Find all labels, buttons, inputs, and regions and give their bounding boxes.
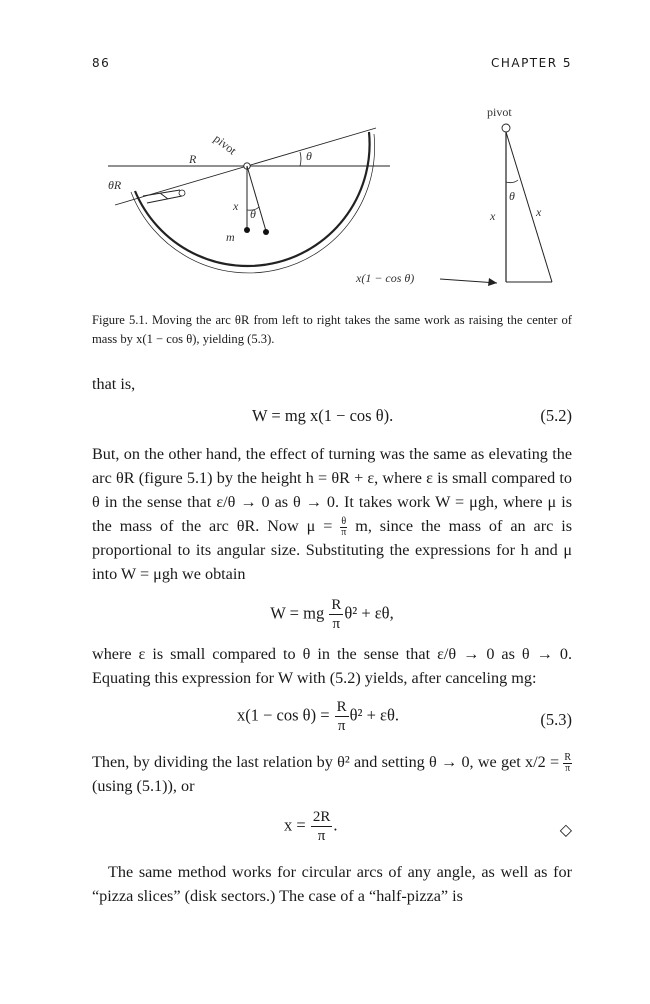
paragraph-turning [92, 442, 572, 586]
fraction-numerator: θ [341, 515, 347, 527]
label-theta-right: θ [509, 189, 515, 203]
equation-5-2 [92, 406, 572, 430]
equation-5-3-rhs: θ² + εθ. [349, 705, 400, 725]
equation-x [92, 806, 572, 856]
label-m: m [226, 230, 235, 244]
equation-x-rhs: . [333, 815, 338, 835]
equation-W-fraction [329, 596, 343, 633]
equation-x-lhs: x = [284, 815, 310, 835]
equation-W-lhs: W = mg [270, 603, 329, 623]
pivot-label-tilted: pivot [211, 131, 240, 158]
mass-dot [244, 227, 250, 233]
fraction-denominator: π [332, 616, 341, 632]
chapter-title: CHAPTER 5 [490, 56, 572, 70]
equation-5-3 [92, 696, 572, 744]
paragraph-then-text-b: (using (5.1)), or [92, 777, 195, 795]
angle-arc-top [300, 152, 301, 166]
equation-x-expression [92, 808, 572, 845]
triangle-hypotenuse [506, 132, 552, 282]
mass-dot-moved [263, 229, 269, 235]
fraction-denominator: π [565, 762, 571, 774]
equation-5-3-lhs: x(1 − cos θ) = [237, 705, 334, 725]
label-R: R [189, 152, 197, 166]
paragraph-then [92, 750, 572, 798]
figure-caption: Figure 5.1. Moving the arc θR from left to right takes the same work as raising the center of mass by x(1 − cos θ), yielding (5.3). [92, 313, 572, 346]
paragraph-then-text-a: Then, by dividing the last relation by θ² and setting θ → 0, we get x/2 = [92, 753, 564, 771]
angle-arc-right [506, 180, 518, 183]
label-x-right-a: x [490, 209, 496, 223]
paragraph-where: where ε is small compared to θ in the sense that ε/θ → 0 as θ → 0. Equating this expression for W with (5.2) yields, after canceling mg: [92, 645, 572, 687]
pivot-point-right [502, 124, 510, 132]
equation-W [92, 592, 572, 640]
fraction-denominator: π [337, 718, 346, 734]
page-number: 86 [92, 56, 111, 70]
paragraph-turning-text-b: m, since the mass of an arc is proportional to its angular size. Substituting the expressions for h and μ into W = μgh we obtain [92, 517, 572, 583]
figure-5-1 [0, 0, 650, 300]
paragraph-same-method: The same method works for circular arcs of any angle, as well as for “pizza slices” (disk sectors.) The case of a “half-pizza” is [92, 863, 572, 905]
equation-x-fraction [311, 808, 333, 845]
arc-thin [131, 134, 375, 273]
label-theta-mid: θ [250, 207, 256, 221]
paragraph-turning-text-a: But, on the other hand, the effect of turning was the same as elevating the arc θR (figure 5.1) by the height h = θR + ε, where ε is small compared to θ in the sense that ε/θ → 0 as θ → 0. It takes work W = μgh, where μ is the mass of the arc θR. Now μ = [92, 445, 572, 535]
fraction-denominator: π [341, 526, 347, 538]
equation-5-3-fraction [335, 698, 349, 735]
label-theta-R: θR [108, 178, 122, 192]
pivot-label-right: pivot [487, 105, 512, 119]
figure-right-triangle-diagram [355, 105, 552, 286]
fraction-numerator: R [336, 699, 347, 715]
fraction-numerator: R [331, 597, 342, 613]
figure-left-arc-diagram [108, 128, 390, 273]
equation-W-rhs: θ² + εθ, [344, 603, 394, 623]
label-x-right-b: x [536, 205, 542, 219]
fraction-denominator: π [317, 828, 326, 844]
label-theta-top: θ [306, 149, 312, 163]
equation-5-2-number: (5.2) [540, 406, 572, 425]
arrow-head-icon [488, 278, 497, 286]
fraction-numerator: 2R [312, 809, 331, 825]
tilted-pendulum [247, 166, 266, 231]
equation-5-2-expression: W = mg x(1 − cos θ). [252, 406, 394, 425]
inline-fraction-R-over-pi [563, 753, 572, 774]
end-of-proof-diamond-icon: ◇ [559, 820, 572, 839]
fraction-numerator: R [564, 751, 571, 763]
equation-W-expression [92, 596, 572, 633]
text-that-is: that is, [92, 375, 136, 393]
equation-5-3-expression [92, 698, 572, 735]
equation-5-3-number: (5.3) [540, 710, 572, 729]
scissors-handle-icon [179, 190, 185, 196]
label-x-one-minus-cos: x(1 − cos θ) [356, 271, 415, 285]
moved-arc-scissors-icon [143, 190, 182, 203]
label-x-left: x [233, 199, 239, 213]
